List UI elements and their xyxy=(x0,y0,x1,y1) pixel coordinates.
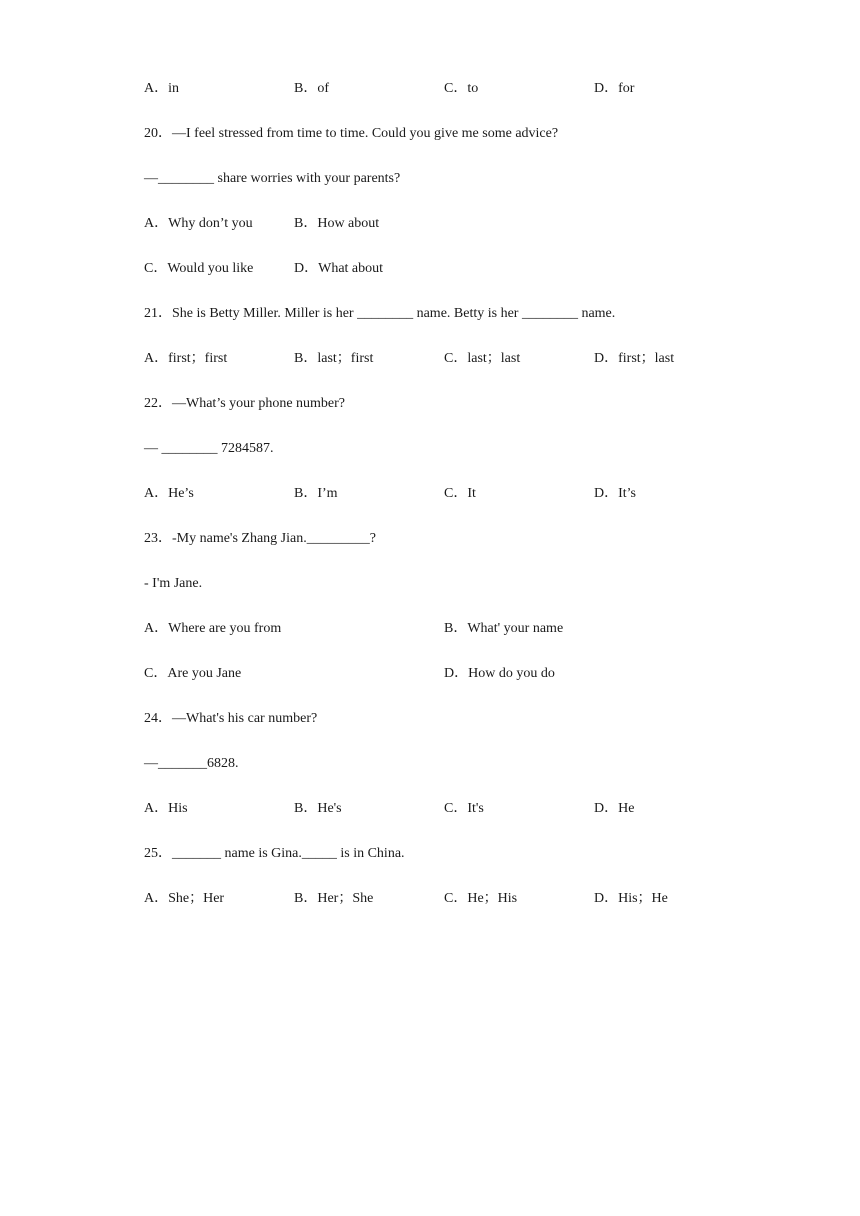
q22-option-d: D．It’s xyxy=(594,486,636,501)
q20-option-a: A．Why don’t you xyxy=(144,216,253,231)
q21-option-c: C．last；last xyxy=(444,351,521,366)
q21-option-a: A．first；first xyxy=(144,351,228,366)
q20-option-d: D．What about xyxy=(294,261,384,276)
q25-option-c: C．He；His xyxy=(444,891,518,906)
q21-option-b: B．last；first xyxy=(294,351,374,366)
q20-option-c: C．Would you like xyxy=(144,261,254,276)
q22-option-c: C．It xyxy=(444,486,476,501)
q19-option-b: B．of xyxy=(294,81,329,96)
q23-stem: 23．-My name's Zhang Jian._________? xyxy=(144,531,376,546)
q22-option-b: B．I’m xyxy=(294,486,338,501)
q25-option-d: D．His；He xyxy=(594,891,668,906)
q23-option-b: B．What' your name xyxy=(444,621,564,636)
q19-option-c: C．to xyxy=(444,81,479,96)
q22-reply: — ________ 7284587. xyxy=(144,441,274,456)
q19-option-a: A．in xyxy=(144,81,179,96)
q23-option-d: D．How do you do xyxy=(444,666,555,681)
q21-option-d: D．first；last xyxy=(594,351,675,366)
q21-stem: 21．She is Betty Miller. Miller is her ________ name. Betty is her ________ name. xyxy=(144,306,616,321)
q20-stem: 20．—I feel stressed from time to time. Could you give me some advice? xyxy=(144,126,559,141)
q22-option-a: A．He’s xyxy=(144,486,194,501)
q24-reply: —_______6828. xyxy=(144,756,239,771)
q19-option-d: D．for xyxy=(594,81,635,96)
q25-option-a: A．She；Her xyxy=(144,891,225,906)
q23-reply: - I'm Jane. xyxy=(144,576,203,591)
q24-stem: 24．—What's his car number? xyxy=(144,711,318,726)
q24-option-a: A．His xyxy=(144,801,188,816)
q23-option-a: A．Where are you from xyxy=(144,621,282,636)
q24-option-b: B．He's xyxy=(294,801,342,816)
q22-stem: 22．—What’s your phone number? xyxy=(144,396,346,411)
q25-option-b: B．Her；She xyxy=(294,891,374,906)
q24-option-d: D．He xyxy=(594,801,635,816)
q20-option-b: B．How about xyxy=(294,216,380,231)
q23-option-c: C．Are you Jane xyxy=(144,666,242,681)
q20-reply: —________ share worries with your parents? xyxy=(144,171,401,186)
q24-option-c: C．It's xyxy=(444,801,484,816)
q25-stem: 25．_______ name is Gina._____ is in China. xyxy=(144,846,405,861)
